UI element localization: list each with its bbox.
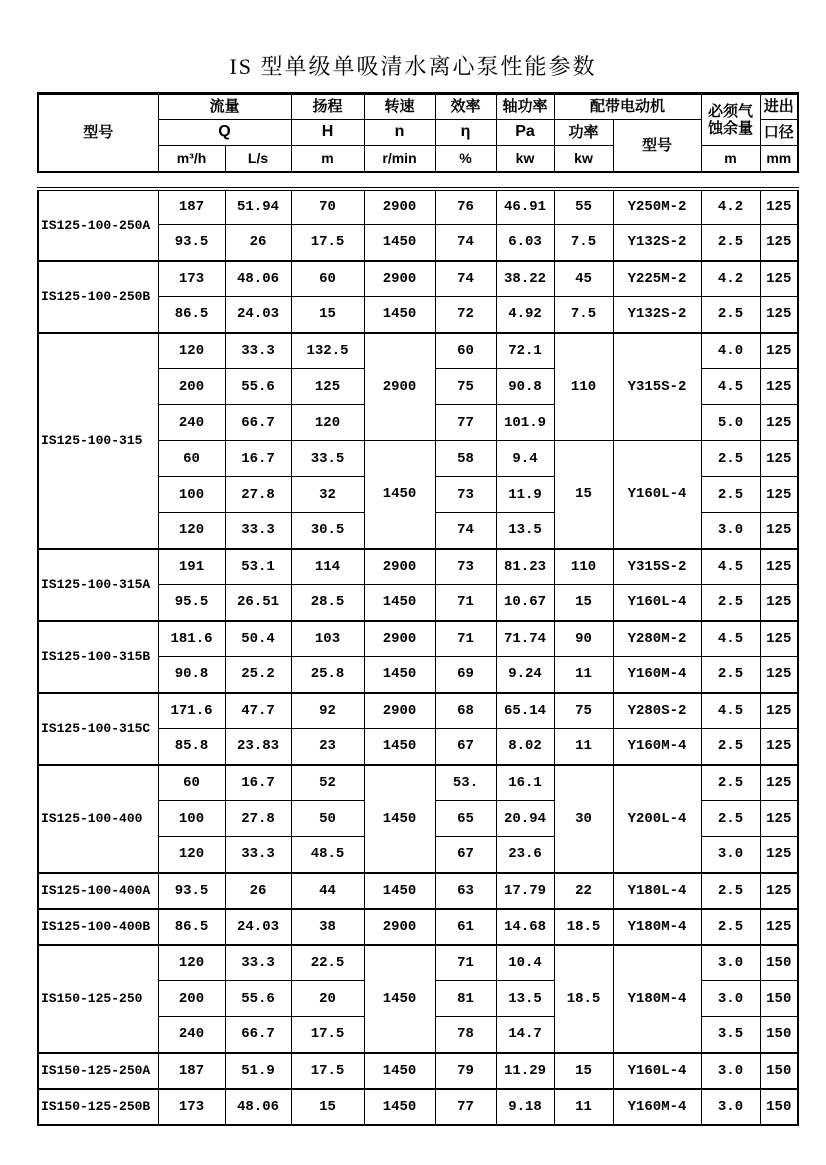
cell-motor-power: 55 — [554, 189, 613, 225]
cell-diameter: 125 — [760, 297, 798, 333]
cell-npsh: 3.0 — [701, 837, 760, 873]
cell-flow-ls: 50.4 — [225, 621, 291, 657]
cell-flow-ls: 27.8 — [225, 801, 291, 837]
cell-efficiency: 68 — [435, 693, 496, 729]
table-row — [38, 261, 798, 297]
cell-head: 15 — [291, 297, 364, 333]
pump-table-body — [38, 189, 798, 1125]
header-npsh — [701, 94, 760, 146]
cell-flow-ls: 33.3 — [225, 945, 291, 981]
unit-npsh-m: m — [701, 146, 760, 172]
cell-efficiency: 77 — [435, 405, 496, 441]
cell-flow-m3h: 120 — [158, 837, 225, 873]
cell-npsh: 2.5 — [701, 585, 760, 621]
cell-head: 17.5 — [291, 1053, 364, 1089]
cell-flow-m3h: 93.5 — [158, 225, 225, 261]
cell-flow-m3h: 86.5 — [158, 909, 225, 945]
table-row — [38, 765, 798, 801]
cell-motor-power: 18.5 — [554, 909, 613, 945]
cell-npsh: 3.0 — [701, 1089, 760, 1125]
unit-shaft-kw: kw — [496, 146, 554, 172]
table-row — [38, 945, 798, 981]
cell-motor-model: Y280M-2 — [613, 621, 701, 657]
cell-flow-ls: 33.3 — [225, 513, 291, 549]
cell-efficiency: 61 — [435, 909, 496, 945]
cell-diameter: 125 — [760, 477, 798, 513]
cell-head: 52 — [291, 765, 364, 801]
cell-diameter: 125 — [760, 909, 798, 945]
cell-head: 70 — [291, 189, 364, 225]
cell-speed: 1450 — [364, 441, 435, 549]
cell-head: 48.5 — [291, 837, 364, 873]
cell-flow-ls: 55.6 — [225, 369, 291, 405]
cell-efficiency: 81 — [435, 981, 496, 1017]
cell-motor-power: 75 — [554, 693, 613, 729]
cell-speed: 1450 — [364, 765, 435, 873]
cell-diameter: 125 — [760, 333, 798, 369]
unit-flow-ls: L/s — [225, 146, 291, 172]
cell-diameter: 125 — [760, 585, 798, 621]
cell-efficiency: 53. — [435, 765, 496, 801]
cell-speed: 1450 — [364, 297, 435, 333]
parameters-header-table — [37, 92, 799, 173]
cell-motor-model: Y160M-4 — [613, 729, 701, 765]
cell-efficiency: 75 — [435, 369, 496, 405]
cell-efficiency: 77 — [435, 1089, 496, 1125]
cell-diameter: 125 — [760, 873, 798, 909]
cell-shaft-power: 9.24 — [496, 657, 554, 693]
cell-motor-model: Y180M-4 — [613, 909, 701, 945]
cell-efficiency: 73 — [435, 549, 496, 585]
cell-diameter: 125 — [760, 801, 798, 837]
cell-flow-m3h: 240 — [158, 1017, 225, 1053]
cell-flow-ls: 16.7 — [225, 441, 291, 477]
cell-flow-ls: 48.06 — [225, 1089, 291, 1125]
cell-flow-ls: 51.9 — [225, 1053, 291, 1089]
cell-diameter: 150 — [760, 981, 798, 1017]
cell-diameter: 125 — [760, 441, 798, 477]
table-row — [38, 1053, 798, 1089]
cell-shaft-power: 20.94 — [496, 801, 554, 837]
cell-efficiency: 74 — [435, 513, 496, 549]
unit-speed-rmin: r/min — [364, 146, 435, 172]
header-flow-symbol: Q — [158, 120, 291, 146]
cell-flow-m3h: 100 — [158, 801, 225, 837]
cell-npsh: 2.5 — [701, 441, 760, 477]
cell-motor-model: Y315S-2 — [613, 549, 701, 585]
cell-shaft-power: 10.4 — [496, 945, 554, 981]
unit-head-m: m — [291, 146, 364, 172]
cell-motor-power: 11 — [554, 657, 613, 693]
cell-npsh: 4.2 — [701, 189, 760, 225]
cell-motor-model: Y315S-2 — [613, 333, 701, 441]
unit-port-mm: mm — [760, 146, 798, 172]
cell-model: IS125-100-250B — [38, 261, 158, 333]
cell-motor-power: 7.5 — [554, 297, 613, 333]
cell-flow-m3h: 120 — [158, 333, 225, 369]
cell-diameter: 125 — [760, 765, 798, 801]
cell-npsh: 2.5 — [701, 801, 760, 837]
cell-flow-ls: 23.83 — [225, 729, 291, 765]
cell-shaft-power: 16.1 — [496, 765, 554, 801]
header-efficiency: 效率 — [435, 94, 496, 120]
cell-model: IS150-125-250A — [38, 1053, 158, 1089]
page-title: IS 型单级单吸清水离心泵性能参数 — [229, 54, 597, 79]
cell-head: 38 — [291, 909, 364, 945]
cell-flow-ls: 16.7 — [225, 765, 291, 801]
cell-flow-m3h: 181.6 — [158, 621, 225, 657]
cell-npsh: 3.0 — [701, 513, 760, 549]
cell-speed: 1450 — [364, 657, 435, 693]
cell-motor-model: Y225M-2 — [613, 261, 701, 297]
cell-head: 15 — [291, 1089, 364, 1125]
cell-flow-m3h: 171.6 — [158, 693, 225, 729]
cell-flow-m3h: 86.5 — [158, 297, 225, 333]
header-speed: 转速 — [364, 94, 435, 120]
cell-head: 17.5 — [291, 225, 364, 261]
cell-efficiency: 79 — [435, 1053, 496, 1089]
cell-diameter: 125 — [760, 369, 798, 405]
cell-shaft-power: 6.03 — [496, 225, 554, 261]
cell-flow-ls: 26.51 — [225, 585, 291, 621]
cell-model: IS125-100-315C — [38, 693, 158, 765]
table-row — [38, 873, 798, 909]
cell-shaft-power: 9.4 — [496, 441, 554, 477]
cell-speed: 1450 — [364, 1089, 435, 1125]
cell-efficiency: 67 — [435, 837, 496, 873]
cell-shaft-power: 81.23 — [496, 549, 554, 585]
cell-efficiency: 69 — [435, 657, 496, 693]
header-npsh-line1: 必须气 — [708, 102, 754, 120]
cell-motor-power: 30 — [554, 765, 613, 873]
cell-npsh: 2.5 — [701, 765, 760, 801]
cell-motor-power: 18.5 — [554, 945, 613, 1053]
header-shaft-power-symbol: Pa — [496, 120, 554, 146]
cell-model: IS125-100-250A — [38, 189, 158, 261]
cell-diameter: 125 — [760, 693, 798, 729]
cell-head: 132.5 — [291, 333, 364, 369]
cell-flow-m3h: 173 — [158, 261, 225, 297]
cell-motor-power: 11 — [554, 1089, 613, 1125]
header-shaft-power: 轴功率 — [496, 94, 554, 120]
cell-head: 125 — [291, 369, 364, 405]
cell-shaft-power: 90.8 — [496, 369, 554, 405]
cell-head: 32 — [291, 477, 364, 513]
cell-shaft-power: 65.14 — [496, 693, 554, 729]
cell-shaft-power: 11.9 — [496, 477, 554, 513]
header-npsh-line2: 蚀余量 — [708, 120, 754, 137]
cell-model: IS125-100-400A — [38, 873, 158, 909]
cell-efficiency: 78 — [435, 1017, 496, 1053]
cell-head: 103 — [291, 621, 364, 657]
cell-motor-model: Y180M-4 — [613, 945, 701, 1053]
cell-diameter: 150 — [760, 945, 798, 981]
cell-motor-power: 15 — [554, 1053, 613, 1089]
header-motor-group: 配带电动机 — [554, 94, 701, 120]
cell-shaft-power: 11.29 — [496, 1053, 554, 1089]
cell-speed: 2900 — [364, 189, 435, 225]
cell-shaft-power: 38.22 — [496, 261, 554, 297]
pump-parameters-table — [37, 92, 797, 1126]
header-flow: 流量 — [158, 94, 291, 120]
cell-motor-model: Y160L-4 — [613, 1053, 701, 1089]
cell-speed: 1450 — [364, 225, 435, 261]
cell-motor-model: Y160M-4 — [613, 1089, 701, 1125]
cell-diameter: 125 — [760, 729, 798, 765]
cell-npsh: 5.0 — [701, 405, 760, 441]
table-row — [38, 909, 798, 945]
header-port-line1: 进出 — [760, 94, 798, 120]
cell-head: 20 — [291, 981, 364, 1017]
cell-efficiency: 74 — [435, 261, 496, 297]
cell-npsh: 2.5 — [701, 657, 760, 693]
cell-flow-m3h: 200 — [158, 369, 225, 405]
cell-motor-power: 90 — [554, 621, 613, 657]
cell-model: IS125-100-315 — [38, 333, 158, 549]
cell-flow-m3h: 187 — [158, 1053, 225, 1089]
table-row — [38, 621, 798, 657]
header-motor-power: 功率 — [554, 120, 613, 146]
cell-flow-ls: 66.7 — [225, 405, 291, 441]
cell-diameter: 125 — [760, 405, 798, 441]
cell-flow-m3h: 187 — [158, 189, 225, 225]
cell-shaft-power: 9.18 — [496, 1089, 554, 1125]
cell-flow-ls: 25.2 — [225, 657, 291, 693]
cell-model: IS125-100-400 — [38, 765, 158, 873]
cell-flow-m3h: 95.5 — [158, 585, 225, 621]
cell-flow-ls: 33.3 — [225, 837, 291, 873]
cell-motor-power: 15 — [554, 441, 613, 549]
table-row — [38, 333, 798, 369]
cell-head: 33.5 — [291, 441, 364, 477]
cell-model: IS125-100-315A — [38, 549, 158, 621]
cell-flow-m3h: 85.8 — [158, 729, 225, 765]
cell-diameter: 125 — [760, 261, 798, 297]
cell-flow-m3h: 60 — [158, 765, 225, 801]
header-port-line2: 口径 — [760, 120, 798, 146]
unit-flow-m3h: m³/h — [158, 146, 225, 172]
cell-flow-m3h: 240 — [158, 405, 225, 441]
cell-npsh: 4.5 — [701, 621, 760, 657]
cell-head: 92 — [291, 693, 364, 729]
cell-head: 30.5 — [291, 513, 364, 549]
cell-efficiency: 74 — [435, 225, 496, 261]
cell-npsh: 2.5 — [701, 477, 760, 513]
cell-speed: 2900 — [364, 693, 435, 729]
cell-shaft-power: 71.74 — [496, 621, 554, 657]
cell-npsh: 4.2 — [701, 261, 760, 297]
cell-head: 120 — [291, 405, 364, 441]
cell-head: 114 — [291, 549, 364, 585]
table-row — [38, 189, 798, 225]
cell-npsh: 2.5 — [701, 225, 760, 261]
header-head-symbol: H — [291, 120, 364, 146]
cell-speed: 2900 — [364, 621, 435, 657]
cell-diameter: 125 — [760, 657, 798, 693]
table-row — [38, 549, 798, 585]
cell-flow-ls: 55.6 — [225, 981, 291, 1017]
cell-model: IS125-100-315B — [38, 621, 158, 693]
cell-motor-power: 22 — [554, 873, 613, 909]
cell-motor-model: Y180L-4 — [613, 873, 701, 909]
cell-flow-ls: 27.8 — [225, 477, 291, 513]
cell-npsh: 3.0 — [701, 1053, 760, 1089]
cell-speed: 1450 — [364, 729, 435, 765]
cell-shaft-power: 101.9 — [496, 405, 554, 441]
cell-diameter: 150 — [760, 1053, 798, 1089]
cell-head: 23 — [291, 729, 364, 765]
cell-flow-m3h: 120 — [158, 513, 225, 549]
cell-diameter: 125 — [760, 513, 798, 549]
cell-model: IS150-125-250B — [38, 1089, 158, 1125]
table-row — [38, 693, 798, 729]
cell-npsh: 2.5 — [701, 873, 760, 909]
header-efficiency-symbol: η — [435, 120, 496, 146]
cell-npsh: 4.5 — [701, 549, 760, 585]
cell-efficiency: 76 — [435, 189, 496, 225]
cell-flow-ls: 26 — [225, 225, 291, 261]
cell-model: IS125-100-400B — [38, 909, 158, 945]
cell-speed: 1450 — [364, 1053, 435, 1089]
cell-motor-model: Y132S-2 — [613, 225, 701, 261]
cell-npsh: 4.0 — [701, 333, 760, 369]
cell-motor-power: 45 — [554, 261, 613, 297]
parameters-body-table — [37, 187, 799, 1126]
cell-flow-m3h: 100 — [158, 477, 225, 513]
cell-motor-power: 15 — [554, 585, 613, 621]
cell-motor-power: 110 — [554, 333, 613, 441]
cell-flow-m3h: 120 — [158, 945, 225, 981]
cell-flow-m3h: 191 — [158, 549, 225, 585]
cell-flow-ls: 66.7 — [225, 1017, 291, 1053]
cell-flow-m3h: 173 — [158, 1089, 225, 1125]
cell-speed: 2900 — [364, 261, 435, 297]
cell-motor-model: Y160L-4 — [613, 585, 701, 621]
cell-speed: 1450 — [364, 585, 435, 621]
cell-motor-power: 11 — [554, 729, 613, 765]
cell-efficiency: 65 — [435, 801, 496, 837]
cell-efficiency: 72 — [435, 297, 496, 333]
cell-npsh: 3.0 — [701, 945, 760, 981]
cell-flow-m3h: 93.5 — [158, 873, 225, 909]
cell-flow-m3h: 60 — [158, 441, 225, 477]
cell-speed: 2900 — [364, 333, 435, 441]
cell-npsh: 3.0 — [701, 981, 760, 1017]
cell-shaft-power: 23.6 — [496, 837, 554, 873]
cell-speed: 2900 — [364, 549, 435, 585]
unit-efficiency-percent: % — [435, 146, 496, 172]
cell-motor-model: Y160L-4 — [613, 441, 701, 549]
cell-head: 22.5 — [291, 945, 364, 981]
cell-flow-ls: 24.03 — [225, 909, 291, 945]
cell-motor-model: Y250M-2 — [613, 189, 701, 225]
cell-flow-ls: 47.7 — [225, 693, 291, 729]
cell-shaft-power: 8.02 — [496, 729, 554, 765]
header-row-1 — [38, 94, 798, 120]
cell-diameter: 150 — [760, 1089, 798, 1125]
cell-npsh: 2.5 — [701, 909, 760, 945]
cell-head: 44 — [291, 873, 364, 909]
cell-head: 50 — [291, 801, 364, 837]
cell-shaft-power: 14.7 — [496, 1017, 554, 1053]
cell-efficiency: 58 — [435, 441, 496, 477]
cell-efficiency: 71 — [435, 945, 496, 981]
cell-shaft-power: 13.5 — [496, 513, 554, 549]
cell-model: IS150-125-250 — [38, 945, 158, 1053]
header-head: 扬程 — [291, 94, 364, 120]
cell-motor-power: 110 — [554, 549, 613, 585]
cell-flow-m3h: 90.8 — [158, 657, 225, 693]
cell-diameter: 125 — [760, 549, 798, 585]
cell-motor-model: Y200L-4 — [613, 765, 701, 873]
cell-shaft-power: 4.92 — [496, 297, 554, 333]
header-motor-model: 型号 — [613, 120, 701, 172]
cell-efficiency: 60 — [435, 333, 496, 369]
cell-shaft-power: 72.1 — [496, 333, 554, 369]
cell-diameter: 125 — [760, 225, 798, 261]
cell-efficiency: 73 — [435, 477, 496, 513]
cell-npsh: 4.5 — [701, 369, 760, 405]
cell-speed: 1450 — [364, 873, 435, 909]
header-pump-model: 型号 — [38, 94, 158, 172]
table-row — [38, 1089, 798, 1125]
cell-head: 28.5 — [291, 585, 364, 621]
cell-motor-model: Y160M-4 — [613, 657, 701, 693]
cell-flow-ls: 26 — [225, 873, 291, 909]
cell-efficiency: 71 — [435, 621, 496, 657]
cell-efficiency: 71 — [435, 585, 496, 621]
cell-speed: 2900 — [364, 909, 435, 945]
cell-motor-model: Y280S-2 — [613, 693, 701, 729]
cell-shaft-power: 13.5 — [496, 981, 554, 1017]
cell-shaft-power: 14.68 — [496, 909, 554, 945]
cell-shaft-power: 10.67 — [496, 585, 554, 621]
unit-motor-kw: kw — [554, 146, 613, 172]
cell-npsh: 2.5 — [701, 729, 760, 765]
cell-flow-ls: 53.1 — [225, 549, 291, 585]
cell-flow-ls: 48.06 — [225, 261, 291, 297]
cell-npsh: 4.5 — [701, 693, 760, 729]
cell-flow-ls: 33.3 — [225, 333, 291, 369]
cell-diameter: 125 — [760, 621, 798, 657]
cell-efficiency: 63 — [435, 873, 496, 909]
cell-npsh: 2.5 — [701, 297, 760, 333]
header-speed-symbol: n — [364, 120, 435, 146]
cell-diameter: 150 — [760, 1017, 798, 1053]
cell-diameter: 125 — [760, 189, 798, 225]
cell-efficiency: 67 — [435, 729, 496, 765]
cell-flow-ls: 24.03 — [225, 297, 291, 333]
cell-flow-m3h: 200 — [158, 981, 225, 1017]
cell-head: 17.5 — [291, 1017, 364, 1053]
cell-shaft-power: 46.91 — [496, 189, 554, 225]
cell-shaft-power: 17.79 — [496, 873, 554, 909]
cell-head: 25.8 — [291, 657, 364, 693]
cell-flow-ls: 51.94 — [225, 189, 291, 225]
cell-motor-power: 7.5 — [554, 225, 613, 261]
cell-npsh: 3.5 — [701, 1017, 760, 1053]
cell-head: 60 — [291, 261, 364, 297]
cell-motor-model: Y132S-2 — [613, 297, 701, 333]
cell-diameter: 125 — [760, 837, 798, 873]
cell-speed: 1450 — [364, 945, 435, 1053]
